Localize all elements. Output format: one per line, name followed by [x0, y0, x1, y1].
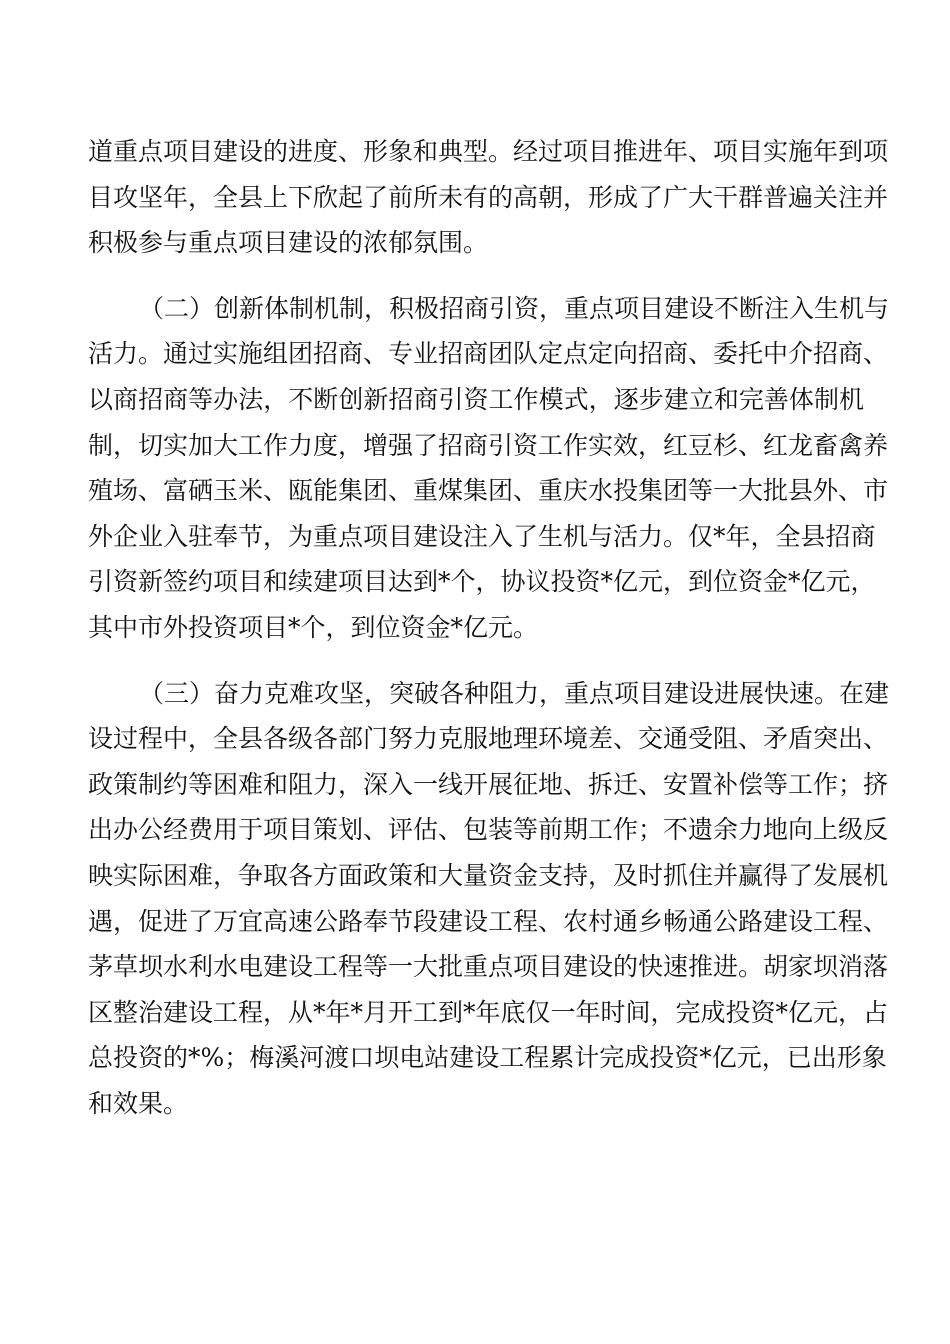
text-line: 出办公经费用于项目策划、评估、包装等前期工作；不遗余力地向上级反	[88, 815, 889, 845]
text-line: 目攻坚年，全县上下欣起了前所未有的高朝，形成了广大干群普遍关注并	[88, 182, 889, 212]
paragraph-1	[88, 129, 889, 266]
text-line: 以商招商等办法，不断创新招商引资工作模式，逐步建立和完善体制机	[88, 384, 864, 414]
text-line: 设过程中，全县各级各部门努力克服地理环境差、交通受阻、矛盾突出、	[88, 724, 889, 754]
text-line: 外企业入驻奉节，为重点项目建设注入了生机与活力。仅*年，全县招商	[88, 521, 876, 551]
text-line: （二）创新体制机制，积极招商引资，重点项目建设不断注入生机与	[139, 293, 890, 323]
document-body	[88, 129, 890, 1146]
text-line: 活力。通过实施组团招商、专业招商团队定点定向招商、委托中介招商、	[88, 339, 889, 369]
text-line: 其中市外投资项目*个，到位资金*亿元。	[88, 612, 539, 642]
text-line: （三）奋力克难攻坚，突破各种阻力，重点项目建设进展快速。在建	[139, 678, 890, 708]
text-line: 区整治建设工程，从*年*月开工到*年底仅一年时间，完成投资*亿元，占	[88, 997, 889, 1027]
text-line: 积极参与重点项目建设的浓郁氛围。	[88, 228, 489, 258]
text-line: 制，切实加大工作力度，增强了招商引资工作实效，红豆杉、红龙畜禽养	[88, 430, 889, 460]
text-line: 和效果。	[88, 1088, 189, 1118]
paragraph-3	[88, 671, 890, 1127]
text-line: 映实际困难，争取各方面政策和大量资金支持，及时抓住并赢得了发展机	[88, 860, 889, 890]
text-line: 引资新签约项目和续建项目达到*个，协议投资*亿元，到位资金*亿元，	[88, 567, 876, 597]
text-line: 道重点项目建设的进度、形象和典型。经过项目推进年、项目实施年到项	[88, 137, 889, 166]
text-line: 茅草坝水利水电建设工程等一大批重点项目建设的快速推进。胡家坝消落	[88, 952, 889, 982]
text-line: 政策制约等困难和阻力，深入一线开展征地、拆迁、安置补偿等工作；挤	[88, 769, 889, 799]
paragraph-2	[88, 286, 890, 651]
text-line: 遇，促进了万宜高速公路奉节段建设工程、农村通乡畅通公路建设工程、	[88, 906, 889, 936]
text-line: 殖场、富硒玉米、瓯能集团、重煤集团、重庆水投集团等一大批县外、市	[88, 476, 889, 506]
text-line: 总投资的*%；梅溪河渡口坝电站建设工程累计完成投资*亿元，已出形象	[88, 1043, 887, 1073]
